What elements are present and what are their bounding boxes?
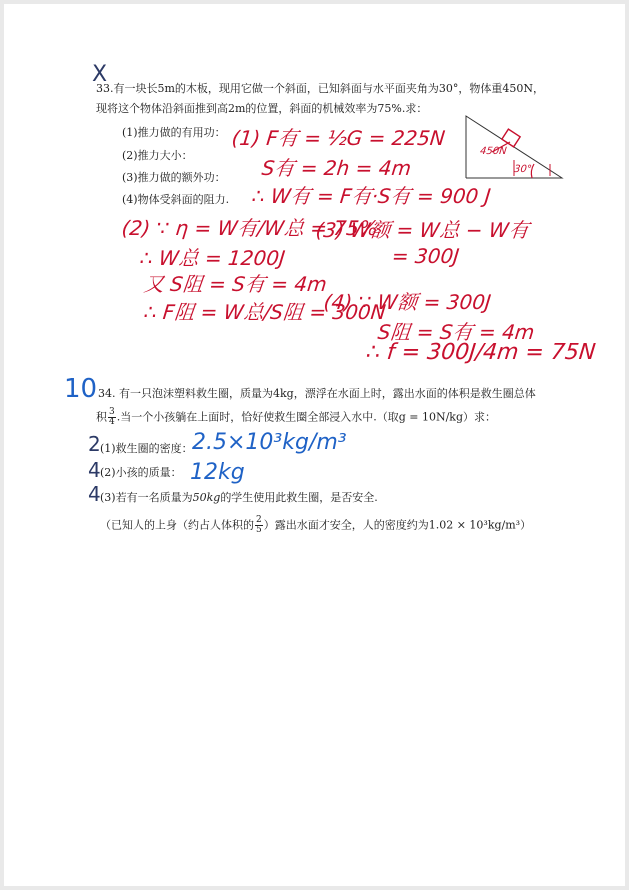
q34-mark-2: 4 (88, 458, 101, 482)
q34-number: 34. (98, 387, 116, 400)
q33-answer-1-3: ∴ W有 = F有·S有 = 900 J (250, 184, 492, 208)
q34-note-density: 1.02 × 10³kg/m³） (428, 518, 532, 532)
q34-sub3-b: 的学生使用此救生圈，是否安全. (220, 491, 378, 504)
note-frac-den: 5 (256, 525, 262, 535)
q34-note-b: ）露出水面才安全，人的密度约为 (263, 518, 429, 532)
q33-answer-3-1: (3) W额 = W总 − W有 (314, 218, 531, 242)
q34-mark-1: 2 (88, 432, 101, 456)
q34-sub3-mass: 50kg (192, 491, 221, 504)
figure-force-label: 450N (479, 146, 508, 157)
q33-sub2: (2)推力大小： (122, 149, 193, 162)
q33-sub3: (3)推力做的额外功： (122, 171, 226, 184)
q34-answer-1: 2.5×10³kg/m³ (192, 430, 347, 455)
q33-answer-4-1: (4) ∵ W额 = 300J (322, 290, 493, 314)
worksheet-page (4, 4, 625, 886)
q34-sub3 (100, 491, 378, 505)
q33-sub4: (4)物体受斜面的阻力. (122, 193, 230, 206)
q34-text-2b: .当一个小孩躺在上面时，恰好使救生圈全部浸入水中.（取g = 10N/kg）求： (116, 410, 497, 424)
q33-answer-2-1: (2) ∵ η = W有/W总 = 75% (120, 216, 380, 240)
q33-sub1: (1)推力做的有用功： (122, 126, 226, 139)
q33-answer-2-4: ∴ F阻 = W总/S阻 = 300N (142, 300, 387, 324)
q33-line1 (96, 82, 544, 96)
q33-answer-4-3: ∴ f = 300J/4m = 75N (364, 340, 597, 365)
q34-note (100, 516, 531, 535)
q34-line2 (96, 408, 496, 427)
q33-answer-1-2: S有 = 2h = 4m (260, 156, 413, 180)
q34-answer-2: 12kg (190, 460, 245, 485)
frac-num: 3 (109, 407, 115, 417)
q34-mark-3: 4 (88, 482, 101, 506)
q33-answer-2-3: 又 S阻 = S有 = 4m (142, 272, 329, 296)
frac-den: 4 (109, 417, 115, 427)
fraction-three-quarters (108, 408, 116, 427)
q33-number: 33. (96, 82, 114, 95)
q34-sub2: (2)小孩的质量： (100, 466, 182, 479)
q34-note-a: （已知人的上身（约占人体积的 (100, 518, 254, 532)
q34-text-2a: 积 (96, 410, 107, 424)
q34-line1 (98, 387, 536, 401)
q33-answer-2-2: ∴ W总 = 1200J (138, 246, 287, 270)
q34-sub1: (1)救生圈的密度： (100, 442, 193, 455)
q33-line2: 现将这个物体沿斜面推到高2m的位置，斜面的机械效率为75%.求： (96, 102, 428, 115)
q34-text-1: 有一只泡沫塑料救生圈，质量为4kg，漂浮在水面上时，露出水面的体积是救生圈总体 (119, 387, 536, 400)
fraction-two-fifths (255, 516, 263, 535)
figure-angle-label: 30° (513, 164, 533, 175)
q33-answer-1-1: (1) F有 = ½G = 225N (230, 126, 447, 150)
q34-score: 10 (64, 374, 98, 404)
wrong-mark: X (92, 62, 108, 87)
q33-answer-4-2: S阻 = S有 = 4m (376, 320, 536, 344)
q33-text-1: 有一块长5m的木板，现用它做一个斜面，已知斜面与水平面夹角为30°，物体重450N， (113, 82, 545, 95)
note-frac-num: 2 (256, 515, 262, 525)
q34-sub3-a: (3)若有一名质量为 (100, 491, 193, 504)
q33-answer-3-2: = 300J (390, 244, 461, 268)
